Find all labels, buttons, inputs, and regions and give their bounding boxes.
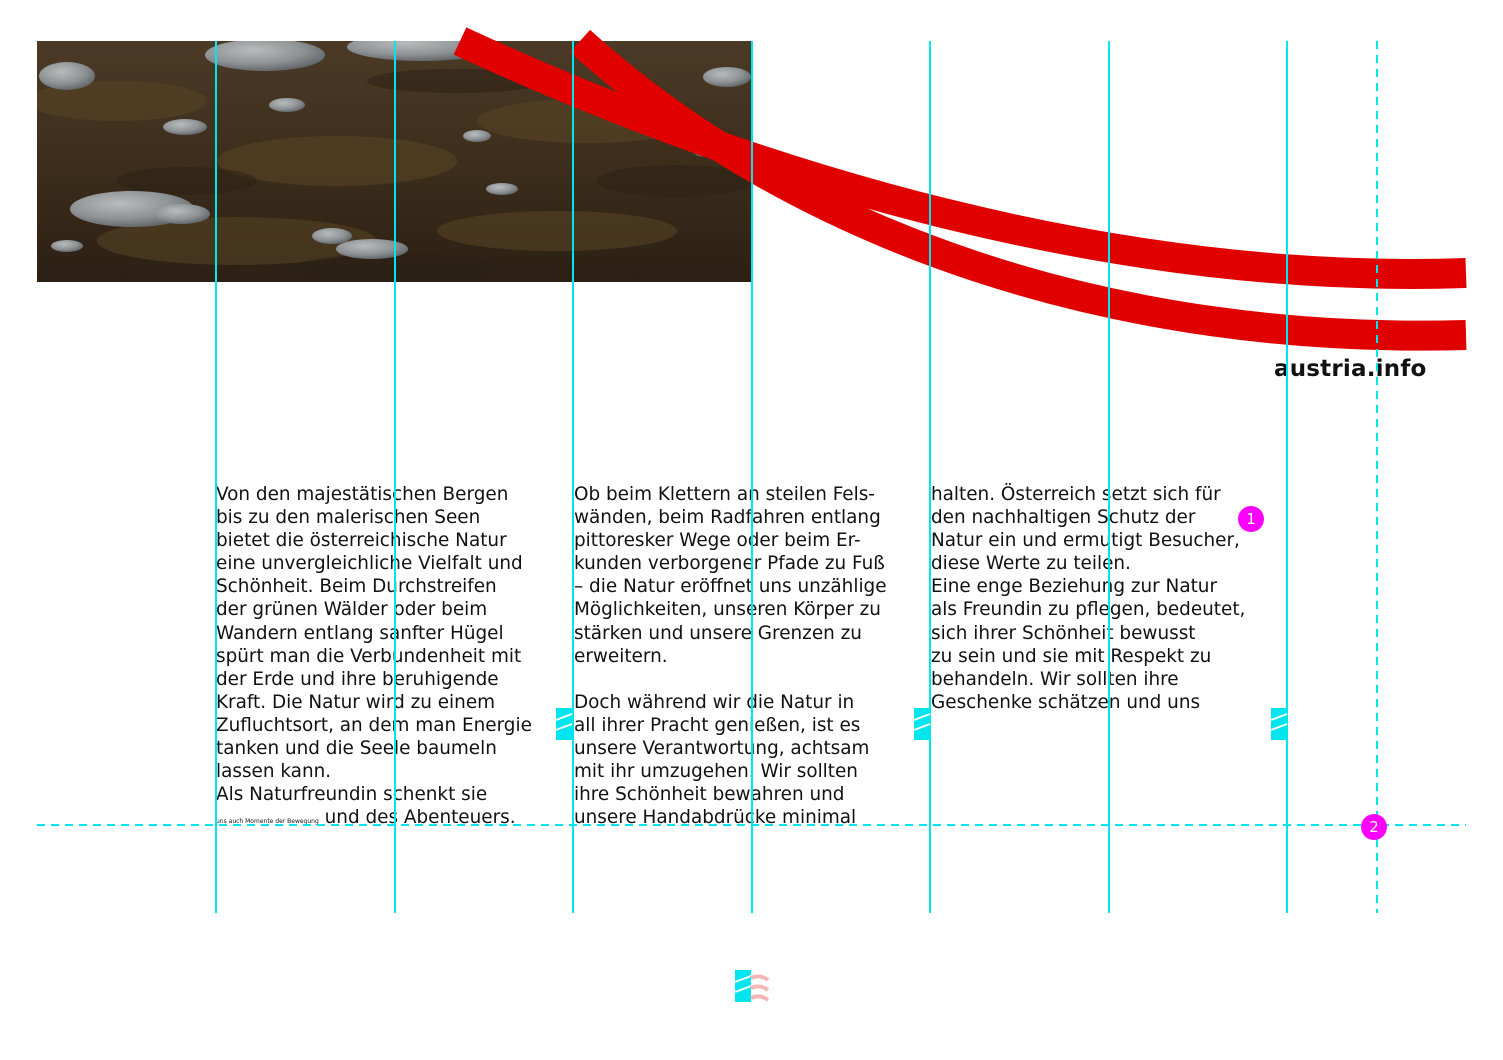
annotation-marker-2[interactable]: 2 bbox=[1361, 814, 1387, 840]
mountain-photo bbox=[37, 41, 751, 282]
page-link-icon bbox=[735, 970, 768, 1002]
text-column-3: halten. Österreich setzt sich für den nachhaltigen Schutz der Natur ein und ermutigt Besucher, diese Werte zu teilen. Eine enge Beziehung zur Natur als Freundin zu pflegen, bedeutet, sich ihrer Schönheit bewusst zu sein und sie mit Respekt zu behandeln. Wir sollten ihre Geschenke schätzen und uns bbox=[931, 484, 1246, 713]
text-column-1 bbox=[216, 483, 532, 833]
text-column-1-small: uns auch Momente der Bewegung bbox=[216, 818, 319, 826]
text-column-1-tail: und des Abenteuers. bbox=[318, 807, 516, 829]
text-frame-link-icon bbox=[914, 708, 930, 740]
text-column-1-body: Von den majestätischen Bergen bis zu den malerischen Seen bietet die österreichische Natur eine unvergleichliche Vielfalt und Schönheit. Beim Durchstreifen der grünen Wälder oder beim Wandern entlang sanfter Hügel spürt man die Verbundenheit mit der Erde und ihre beruhigende Kraft. Die Natur wird zu einem Zufluchtsort, an dem man Energie tanken und die Seele baumeln lassen kann. Als Naturfreundin schenkt sie bbox=[216, 484, 532, 806]
austria-logo[interactable]: austria.info bbox=[1274, 356, 1427, 382]
text-frame-link-icon bbox=[1271, 708, 1287, 740]
text-column-2: Ob beim Klettern an steilen Fels- wänden, beim Radfahren entlang pittoresker Wege oder beim Er- kunden verborgener Pfade zu Fuß – die Natur eröffnet uns unzählige Möglichkeiten, unseren Körper zu stärken und unsere Grenzen zu erweitern. Doch während wir die Natur in all ihrer Pracht genießen, ist es unsere Verantwortung, achtsam mit ihr umzugehen. Wir sollten ihre Schönheit bewahren und unsere Handabdrücke minimal bbox=[574, 484, 887, 829]
text-frame-link-icon bbox=[556, 708, 572, 740]
annotation-marker-1[interactable]: 1 bbox=[1238, 506, 1264, 532]
